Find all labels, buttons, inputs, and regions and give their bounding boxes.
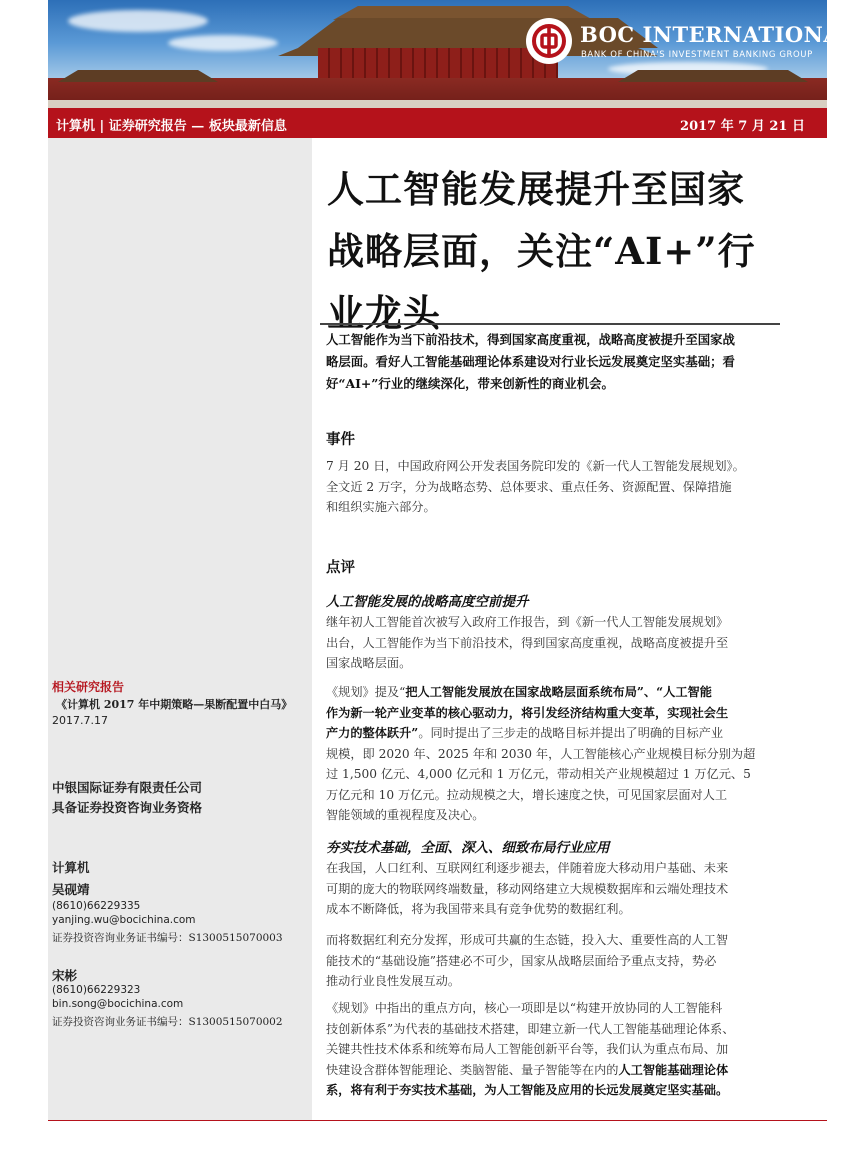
palace-hall [318,48,558,82]
text-line: 可期的庞大的物联网终端数量，移动网络建立大规模数据库和云端处理技术 [326,881,729,896]
text-line: 继年初人工智能首次被写入政府工作报告，到《新一代人工智能发展规划》 [326,615,729,629]
text-line: 全文近 2 万字，分为战略态势、总体要求、重点任务、资源配置、保障措施 [326,479,732,494]
analyst-name: 吴砚靖 [52,882,90,897]
analyst-email[interactable]: bin.song@bocichina.com [52,998,184,1010]
text-line: 《规划》中指出的重点方向，核心一项即是以“构建开放协同的人工智能科 [326,1001,723,1015]
footer-divider [48,1120,827,1121]
text-line: 而将数据红利充分发挥，形成可共赢的生态链，投入大、重要性高的人工智 [326,933,729,947]
report-category: 计算机 | 证券研究报告 — 板块最新信息 [56,119,287,134]
analyst-name: 宋彬 [52,968,78,983]
paragraph [326,612,782,674]
cloud [68,10,208,32]
text-line: 智能领域的重视程度及决心。 [326,808,485,822]
text-line: 成本不断降低，将为我国带来具有竞争优势的数据红利。 [326,902,631,916]
title-divider [320,323,780,325]
paragraph [326,682,782,826]
text-span: 快建设含群体智能理论、类脑智能、量子智能等在内的 [326,1062,619,1077]
title-line: 战略层面，关注“AI+”行 [327,229,756,273]
brand-name: BOC INTERNATIONAL [580,22,855,47]
company-license: 具备证券投资咨询业务资格 [52,800,203,815]
subheading: 夯实技术基础，全面、深入、细致布局行业应用 [326,840,610,856]
summary [326,329,781,395]
text-line: 在我国，人口红利、互联网红利逐步褪去，伴随着庞大移动用户基础、未来 [326,861,729,875]
text-line: 能技术的“基础设施”搭建必不可少，国家从战略层面给予重点支持，势必 [326,953,717,968]
text-span: 。同时提出了三步走的战略目标并提出了明确的目标产业 [418,726,724,740]
cloud [168,35,278,51]
analyst-phone: (8610)66229335 [52,900,141,912]
review-heading: 点评 [326,559,355,576]
text-line: 万亿元和 10 万亿元。拉动规模之大，增长速度之快，可见国家层面对人工 [326,787,728,802]
report-date: 2017 年 7 月 21 日 [680,119,805,134]
text-span: 《规划》提及“ [326,685,406,699]
sector-label: 计算机 [52,860,90,875]
emphasis-text: 人工智能基础理论体 [618,1062,729,1077]
palace-terrace [48,100,827,108]
emphasis-text: 产力的整体跃升” [326,726,419,740]
subheading: 人工智能发展的战略高度空前提升 [326,594,529,610]
text-line: 国家战略层面。 [326,656,412,670]
summary-line: 略层面。看好人工智能基础理论体系建设对行业长远发展奠定坚实基础；看 [326,354,735,369]
text-line: 过 1,500 亿元、4,000 亿元和 1 万亿元，带动相关产业规模超过 1 万亿元、5 [326,767,751,781]
related-reports-title: 相关研究报告 [52,680,125,694]
event-heading: 事件 [326,431,355,448]
text-line: 推动行业良性发展互动。 [326,974,461,988]
summary-line: 人工智能作为当下前沿技术，得到国家高度重视，战略高度被提升至国家战 [326,332,735,347]
text-line: 关键共性技术体系和统筹布局人工智能创新平台等，我们认为重点布局、加 [326,1042,729,1056]
text-line: 技创新体系”为代表的基础技术搭建，即建立新一代人工智能基础理论体系、 [326,1021,735,1036]
text-line: 和组织实施六部分。 [326,500,436,514]
side-hall-roof [58,70,218,82]
side-hall-roof [618,70,808,82]
event-paragraph [326,456,782,518]
paragraph [326,998,782,1101]
header-banner [48,0,855,108]
emphasis-text: 系，将有利于夯实技术基础，为人工智能及应用的长远发展奠定坚实基础。 [326,1083,729,1097]
company-name: 中银国际证券有限责任公司 [52,780,203,795]
text-line: 7 月 20 日，中国政府网公开发表国务院印发的《新一代人工智能发展规划》。 [326,459,745,473]
emphasis-text: 作为新一轮产业变革的核心驱动力，将引发经济结构重大变革，实现社会生 [326,705,729,720]
analyst-license: 证券投资咨询业务证书编号：S1300515070003 [52,932,283,944]
summary-line: 好“AI+”行业的继续深化，带来创新性的商业机会。 [326,376,614,391]
title-line: 业龙头 [327,291,441,335]
report-title [327,158,787,344]
brand-subtitle: BANK OF CHINA'S INVESTMENT BANKING GROUP [581,50,813,60]
paragraph [326,858,782,920]
analyst-email[interactable]: yanjing.wu@bocichina.com [52,914,196,926]
analyst-phone: (8610)66229323 [52,984,141,996]
boc-logo-icon [526,18,572,64]
category-bar [48,108,827,138]
related-report-item[interactable]: 《计算机 2017 年中期策略—果断配置中白马》 [56,698,293,711]
emphasis-text: 把人工智能发展放在国家战略层面系统布局”、“人工智能 [405,685,712,699]
text-line: 出台，人工智能作为当下前沿技术，得到国家高度重视，战略高度被提升至 [326,635,729,650]
text-line: 规模，即 2020 年、2025 年和 2030 年，人工智能核心产业规模目标分别为超 [326,746,756,761]
brand-logo [526,18,855,70]
paragraph [326,930,782,992]
sidebar [48,138,312,1120]
related-report-date: 2017.7.17 [52,714,108,727]
analyst-license: 证券投资咨询业务证书编号：S1300515070002 [52,1016,283,1028]
title-line: 人工智能发展提升至国家 [327,167,745,211]
